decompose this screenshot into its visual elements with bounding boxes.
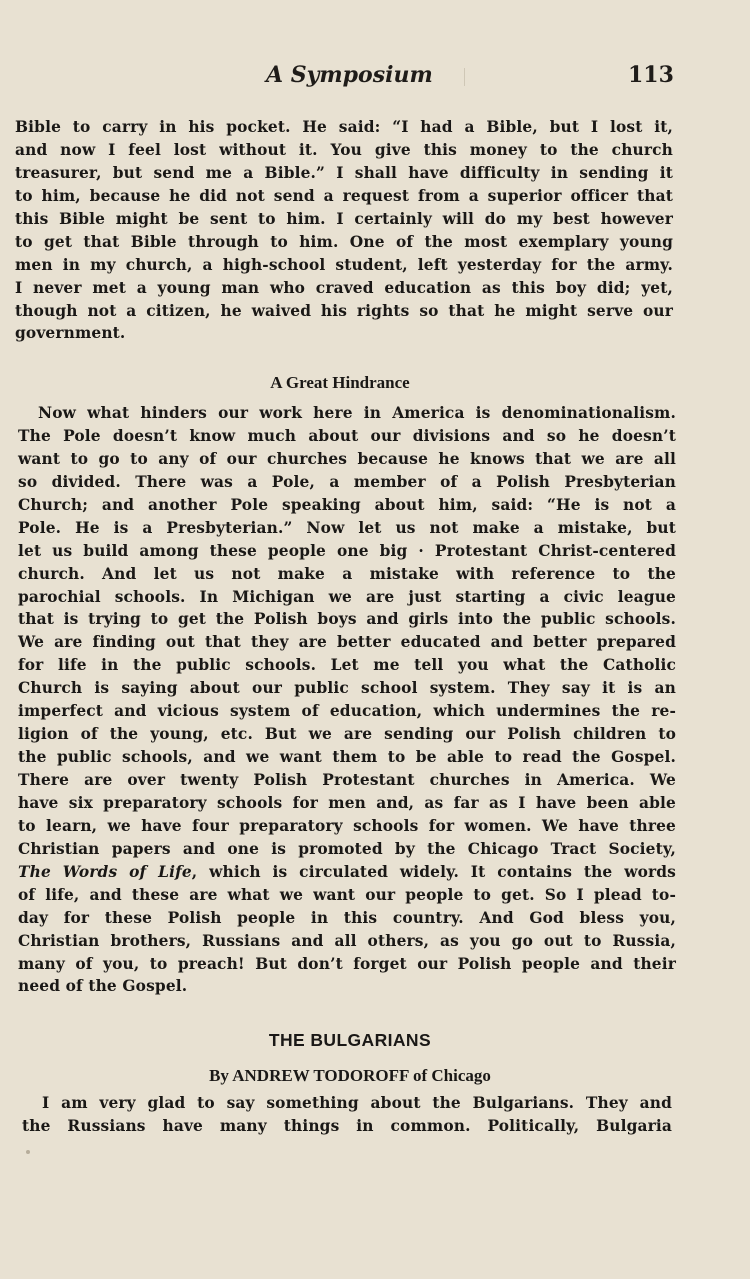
text-line: want to go to any of our churches because he knows that we are all bbox=[18, 449, 676, 468]
byline-suffix: of Chicago bbox=[412, 1066, 491, 1085]
text-line: though not a citizen, he waived his rights so that he might serve our bbox=[15, 301, 673, 320]
text-line: Bible to carry in his pocket. He said: “I had a Bible, but I lost it, bbox=[15, 118, 673, 136]
text-line: treasurer, but send me a Bible.” I shall have difficulty in sending it bbox=[15, 163, 673, 182]
byline bbox=[0, 1066, 725, 1086]
text-line: have six preparatory schools for men and, as far as I have been able bbox=[18, 793, 676, 812]
paragraph-bible-story bbox=[15, 116, 673, 345]
text-line: day for these Polish people in this country. And God bless you, bbox=[18, 908, 676, 927]
text-line: Church; and another Pole speaking about him, said: “He is not a bbox=[18, 495, 676, 514]
paragraph-bulgarians bbox=[22, 1092, 672, 1138]
section-heading-bulgarians: THE BULGARIANS bbox=[268, 1030, 432, 1050]
text-line: Church is saying about our public school system. They say it is an bbox=[18, 679, 676, 698]
text-line: Pole. He is a Presbyterian.” Now let us not make a mistake, but bbox=[18, 518, 676, 537]
text-line: that is trying to get the Polish boys and girls into the public schools. bbox=[18, 610, 676, 629]
margin-speck bbox=[26, 1150, 30, 1154]
paragraph-hindrance bbox=[18, 402, 676, 998]
text-line: government. bbox=[15, 324, 126, 343]
text-line: church. And let us not make a mistake with reference to the bbox=[18, 564, 676, 583]
text-line: ligion of the young, etc. But we are sending our Polish children to bbox=[18, 725, 676, 744]
text-line: need of the Gospel. bbox=[18, 977, 188, 996]
text-line: so divided. There was a Pole, a member of a Polish Presbyterian bbox=[18, 472, 676, 491]
byline-prefix: By bbox=[209, 1066, 229, 1085]
text-line: this Bible might be sent to him. I certainly will do my best however bbox=[15, 209, 673, 228]
section-heading-hindrance: A Great Hindrance bbox=[270, 373, 410, 392]
text-line: The Pole doesn’t know much about our divisions and so he doesn’t bbox=[18, 426, 676, 445]
text-line: men in my church, a high-school student, left yesterday for the army. bbox=[15, 255, 673, 274]
text-line: to him, because he did not send a request from a superior officer that bbox=[15, 186, 673, 205]
text-line: the Russians have many things in common. Politically, Bulgaria bbox=[22, 1116, 672, 1135]
running-head bbox=[0, 62, 750, 96]
byline-author: ANDREW TODOROFF bbox=[232, 1066, 409, 1085]
text-line: for life in the public schools. Let me tell you what the Catholic bbox=[18, 656, 676, 675]
text-line: to learn, we have four preparatory schools for women. We have three bbox=[18, 816, 676, 835]
text-line: many of you, to preach! But don’t forget our Polish people and their bbox=[18, 954, 676, 973]
text-line: of life, and these are what we want our people to get. So I plead to- bbox=[18, 885, 676, 904]
text-line: the public schools, and we want them to be able to read the Gospel. bbox=[18, 748, 676, 767]
text-line: parochial schools. In Michigan we are just starting a civic league bbox=[18, 587, 676, 606]
text-line: imperfect and vicious system of education, which undermines the re- bbox=[18, 702, 676, 721]
book-title-italic: The Words of Life bbox=[18, 862, 192, 881]
text-line: I am very glad to say something about the Bulgarians. They and bbox=[42, 1094, 672, 1112]
page-number: 113 bbox=[628, 62, 674, 88]
text-line: Christian brothers, Russians and all others, as you go out to Russia, bbox=[18, 931, 676, 950]
text-line-italic-title: The Words of Life, which is circulated widely. It contains the words bbox=[18, 862, 676, 881]
gutter-mark bbox=[464, 68, 465, 86]
text-line: I never met a young man who craved education as this boy did; yet, bbox=[15, 278, 673, 297]
text-line: let us build among these people one big · Protestant Christ-centered bbox=[18, 541, 676, 560]
text-line: There are over twenty Polish Protestant churches in America. We bbox=[18, 771, 676, 789]
text-line: Christian papers and one is promoted by the Chicago Tract Society, bbox=[18, 839, 676, 858]
text-line: Now what hinders our work here in America is denominationalism. bbox=[38, 404, 676, 422]
text-line: We are finding out that they are better educated and better prepared bbox=[18, 633, 676, 652]
text-line: to get that Bible through to him. One of the most exemplary young bbox=[15, 232, 673, 251]
text-line: and now I feel lost without it. You give this money to the church bbox=[15, 140, 673, 159]
running-head-title: A Symposium bbox=[266, 62, 433, 88]
